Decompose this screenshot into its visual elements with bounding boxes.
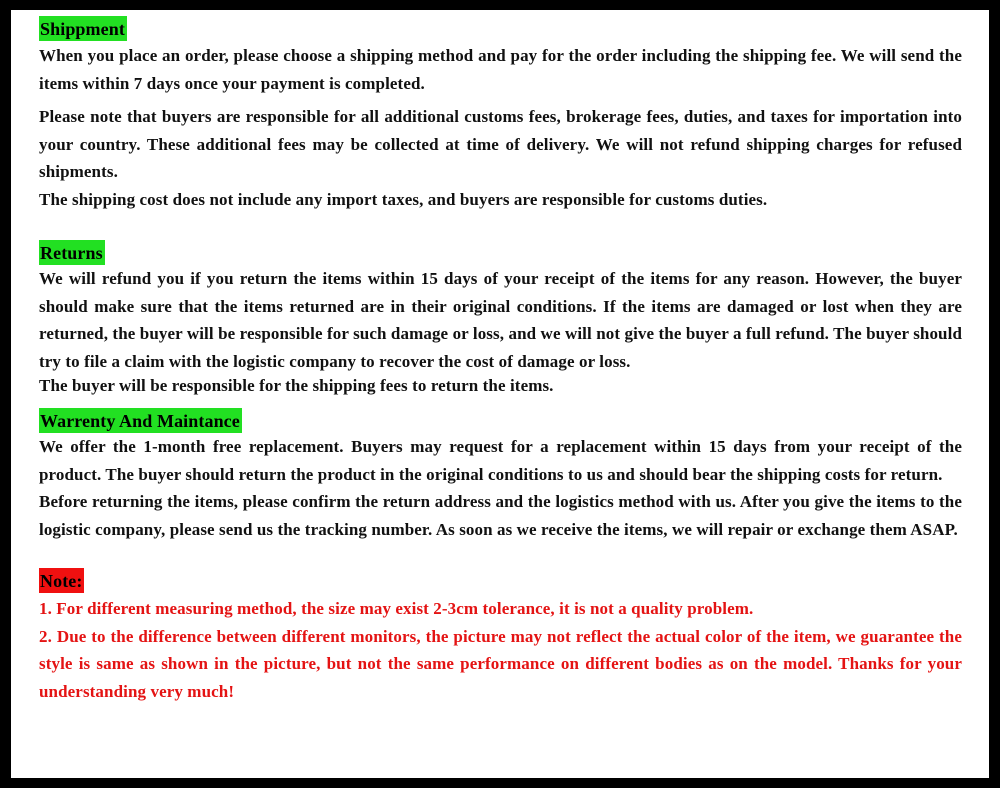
returns-paragraph-2: The buyer will be responsible for the shipping fees to return the items. — [39, 376, 554, 395]
note-item-2: 2. Due to the difference between different monitors, the picture may not reflect the actual color of the item, we guarantee the style is same as shown in the picture, but not the same performance on different bodies as on the model. Thanks for your understanding very much! — [39, 626, 962, 701]
shipment-paragraph-2: Please note that buyers are responsible for all additional customs fees, brokerage fees, duties, and taxes for importation into your country. These additional fees may be collected at time of delivery. We will not refund shipping charges for refused shipments. — [39, 107, 962, 181]
note-section — [39, 568, 962, 705]
warranty-section — [39, 408, 962, 543]
shipment-paragraph-3: The shipping cost does not include any import taxes, and buyers are responsible for customs duties. — [39, 189, 768, 209]
warranty-paragraph-1: We offer the 1-month free replacement. Buyers may request for a replacement within 15 days from your receipt of the product. The buyer should return the product in the original conditions to us and should bear the shipping costs for return. — [39, 437, 962, 484]
document-content — [39, 14, 962, 705]
note-item-1: 1. For different measuring method, the size may exist 2-3cm tolerance, it is not a quality problem. — [39, 599, 754, 618]
warranty-title: Warrenty And Maintance — [39, 408, 242, 433]
document-frame — [11, 10, 989, 778]
shipment-section — [39, 16, 962, 213]
returns-paragraph-1: We will refund you if you return the items within 15 days of your receipt of the items for any reason. However, the buyer should make sure that the items returned are in their original conditions. If the items are damaged or lost when they are returned, the buyer will be responsible for such damage or loss, and we will not give the buyer a full refund. The buyer should try to file a claim with the logistic company to recover the cost of damage or loss. — [39, 269, 962, 371]
returns-title: Returns — [39, 240, 105, 265]
shipment-title: Shippment — [39, 16, 127, 41]
note-title: Note: — [39, 568, 84, 593]
warranty-paragraph-2: Before returning the items, please confirm the return address and the logistics method with us. After you give the items to the logistic company, please send us the tracking number. As soon as we receive the items, we will repair or exchange them ASAP. — [39, 492, 962, 539]
shipment-paragraph-1: When you place an order, please choose a shipping method and pay for the order including the shipping fee. We will send the items within 7 days once your payment is completed. — [39, 46, 962, 93]
returns-section — [39, 240, 962, 397]
